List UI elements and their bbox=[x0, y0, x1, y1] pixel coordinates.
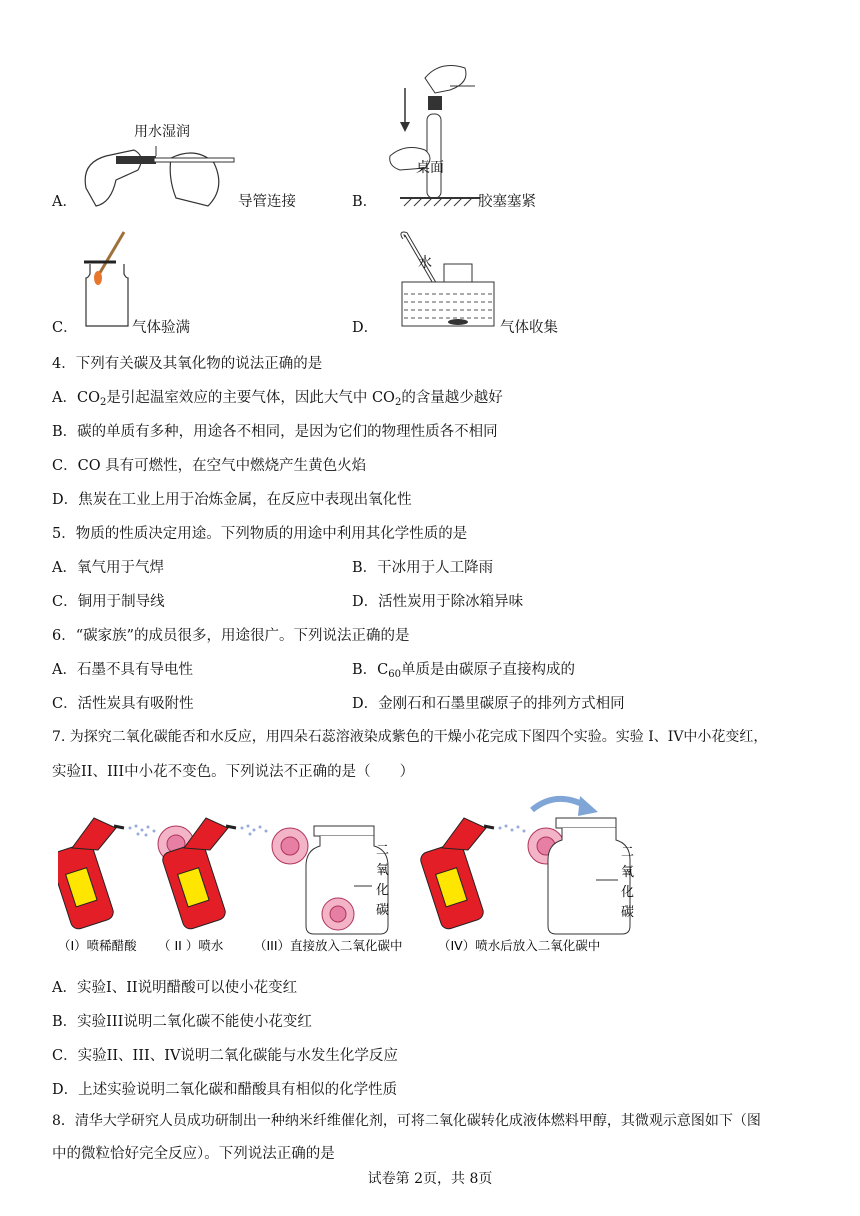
spray-bottle-1 bbox=[58, 818, 124, 931]
q4-option-c: C．CO 具有可燃性，在空气中燃烧产生黄色火焰 bbox=[52, 458, 367, 474]
q6-option-d: D．金刚石和石墨里碳原子的排列方式相同 bbox=[352, 696, 625, 712]
wet-label: 用水湿润 bbox=[134, 124, 190, 140]
water-collection-illustration bbox=[396, 228, 496, 330]
flower-2 bbox=[272, 828, 308, 864]
option-letter: D． bbox=[352, 320, 379, 336]
option-caption: 胶塞塞紧 bbox=[478, 194, 536, 210]
stopper-insertion-illustration bbox=[380, 58, 480, 208]
subscript: 2 bbox=[394, 397, 402, 408]
q6-option-b bbox=[352, 658, 575, 680]
text: 是引起温室效应的主要气体，因此大气中 CO bbox=[106, 390, 395, 406]
option-caption: 气体收集 bbox=[500, 320, 558, 336]
jar-char: 碳 bbox=[376, 903, 390, 918]
q6-stem: 6．“碳家族”的成员很多，用途很广。下列说法正确的是 bbox=[52, 628, 410, 644]
jar-char: 化 bbox=[621, 885, 635, 900]
subscript: 2 bbox=[99, 397, 107, 408]
jar-char: 二 bbox=[621, 845, 635, 860]
spray-mist-1 bbox=[129, 825, 156, 837]
fig-caption-3: （III）直接放入二氧化碳中 bbox=[254, 938, 403, 953]
jar-char: 氧 bbox=[376, 863, 390, 878]
q5-option-b: B．干冰用于人工降雨 bbox=[352, 560, 494, 576]
q4-option-d: D．焦炭在工业上用于冶炼金属，在反应中表现出氧化性 bbox=[52, 492, 412, 508]
spray-mist-2 bbox=[241, 825, 268, 836]
q5-option-a: A．氧气用于气焊 bbox=[52, 560, 164, 576]
q8-stem-line2: 中的微粒恰好完全反应）。下列说法正确的是 bbox=[52, 1146, 335, 1162]
option-caption: 气体验满 bbox=[132, 320, 190, 336]
q5-option-c: C．铜用于制导线 bbox=[52, 594, 165, 610]
page-footer: 试卷第 2页，共 8页 bbox=[367, 1171, 493, 1187]
spray-mist-4 bbox=[499, 825, 526, 833]
q4-stem: 4．下列有关碳及其氧化物的说法正确的是 bbox=[52, 356, 323, 372]
q4-option-b: B．碳的单质有多种，用途各不相同，是因为它们的物理性质各不相同 bbox=[52, 424, 498, 440]
q5-option-d: D．活性炭用于除冰箱异味 bbox=[352, 594, 524, 610]
text: A．CO bbox=[52, 390, 100, 406]
jar-char: 碳 bbox=[621, 905, 635, 920]
water-label: 水 bbox=[418, 255, 432, 271]
q8-stem-line1: 8．清华大学研究人员成功研制出一种纳米纤维催化剂，可将二氧化碳转化成液体燃料甲醇，其微观示意图如下（图 bbox=[52, 1113, 761, 1129]
q6-option-c: C．活性炭具有吸附性 bbox=[52, 696, 194, 712]
q7-stem-line1: 7. 为探究二氧化碳能否和水反应，用四朵石蕊溶液染成紫色的干燥小花完成下图四个实验。实验 I、IV中小花变红， bbox=[52, 729, 768, 745]
q4-option-a bbox=[52, 386, 503, 408]
fig-caption-1: （I）喷稀醋酸 bbox=[58, 938, 137, 953]
option-letter: A． bbox=[52, 194, 77, 210]
fig-caption-2: （ II ）喷水 bbox=[158, 938, 224, 953]
curved-arrow-icon bbox=[532, 799, 586, 810]
spray-bottle-4 bbox=[419, 818, 494, 931]
q7-option-b: B．实验III说明二氧化碳不能使小花变红 bbox=[52, 1014, 312, 1030]
desk-label: 桌面 bbox=[416, 160, 444, 176]
subscript: 60 bbox=[388, 669, 401, 680]
q7-stem-line2: 实验II、III中小花不变色。下列说法不正确的是（ ） bbox=[52, 764, 415, 780]
q6-option-a: A．石墨不具有导电性 bbox=[52, 662, 193, 678]
text: B．C bbox=[352, 662, 389, 678]
jar-char: 二 bbox=[376, 843, 390, 858]
jar-char: 氧 bbox=[621, 865, 635, 880]
q5-stem: 5．物质的性质决定用途。下列物质的用途中利用其化学性质的是 bbox=[52, 526, 468, 542]
q7-option-c: C．实验II、III、IV说明二氧化碳能与水发生化学反应 bbox=[52, 1048, 398, 1064]
text: 的含量越少越好 bbox=[401, 390, 503, 406]
option-caption: 导管连接 bbox=[238, 194, 296, 210]
gas-test-illustration bbox=[76, 228, 146, 330]
text: 单质是由碳原子直接构成的 bbox=[400, 662, 575, 678]
q7-option-d: D．上述实验说明二氧化碳和醋酸具有相似的化学性质 bbox=[52, 1082, 398, 1098]
fig-caption-4: （IV）喷水后放入二氧化碳中 bbox=[438, 938, 601, 953]
q7-option-a: A．实验I、II说明醋酸可以使小花变红 bbox=[52, 980, 298, 996]
jar-char: 化 bbox=[376, 883, 390, 898]
option-letter: B． bbox=[352, 194, 378, 210]
q7-experiment-figure bbox=[58, 788, 648, 958]
option-letter: C． bbox=[52, 320, 78, 336]
